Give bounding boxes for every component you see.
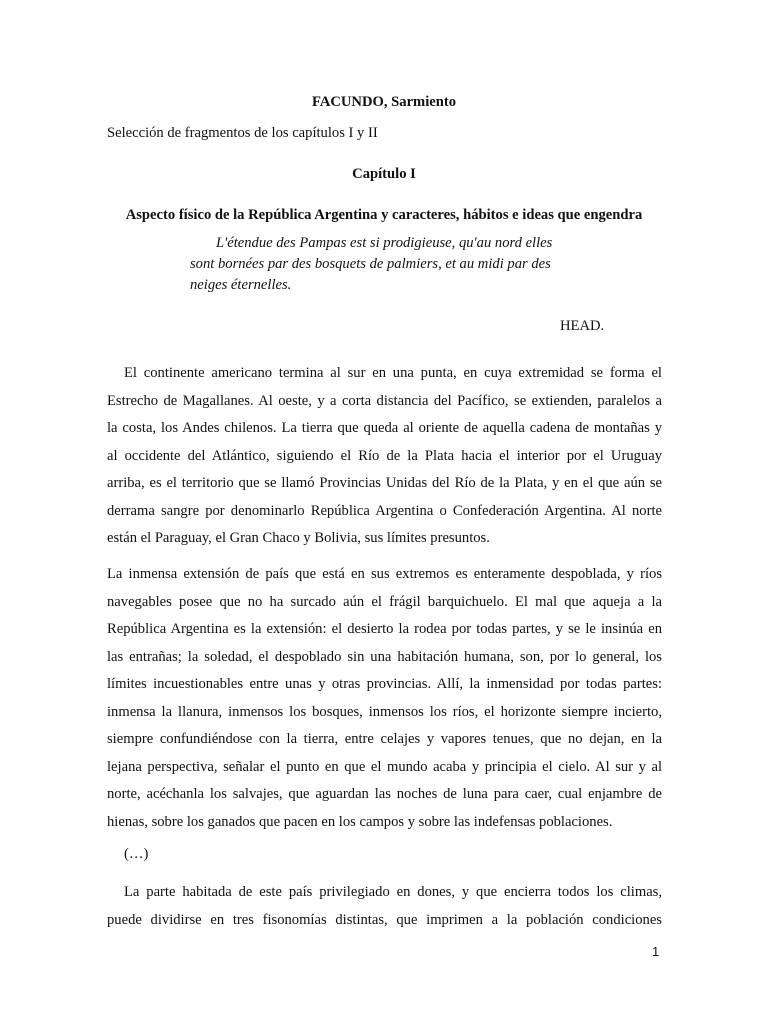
epigraph — [190, 233, 590, 296]
paragraph-line: inmensa la llanura, inmensos los bosques, inmensos los ríos, el horizonte siempre incierto, — [107, 703, 662, 720]
selection-note: Selección de fragmentos de los capítulos I y II — [107, 125, 378, 141]
paragraph-line: las entrañas; la soledad, el despoblado sin una habitación humana, son, por lo general, los — [107, 648, 662, 665]
document-title: FACUNDO, Sarmiento — [311, 94, 457, 110]
paragraph-line: norte, acéchanla los salvajes, que aguardan las noches de luna para caer, cual enjambre de — [107, 786, 662, 802]
paragraph-3 — [107, 879, 662, 934]
paragraph-line: puede dividirse en tres fisonomías distintas, que imprimen a la población condiciones — [107, 911, 662, 928]
paragraph-line: hienas, sobre los ganados que pacen en los campos y sobre las indefensas poblaciones. — [107, 813, 613, 830]
epigraph-author: HEAD. — [560, 318, 605, 334]
page-number: 1 — [652, 944, 660, 959]
epigraph-line: sont bornées par des bosquets de palmiers, et au midi par des — [190, 256, 551, 272]
paragraph-line: arriba, es el territorio que se llamó Provincias Unidas del Río de la Plata, y en el que aún se — [107, 475, 662, 491]
paragraph-line: al occidente del Atlántico, siguiendo el Río de la Plata hacia el interior por el Uruguay — [107, 447, 662, 464]
paragraph-line: límites incuestionables entre unas y otras provincias. Allí, la inmensidad por todas partes: — [107, 676, 662, 692]
paragraph-line: El continente americano termina al sur en una punta, en cuya extremidad se forma el — [124, 365, 662, 381]
paragraph-line: navegables posee que no ha surcado aún el frágil barquichuelo. El mal que aqueja a la — [107, 593, 662, 610]
paragraph-1 — [107, 360, 662, 553]
epigraph-line: L'étendue des Pampas est si prodigieuse, qu'au nord elles — [216, 235, 553, 251]
epigraph-line: neiges éternelles. — [190, 277, 292, 293]
paragraph-line: República Argentina es la extensión: el desierto la rodea por todas partes, y se le insinúa en — [107, 621, 662, 637]
paragraph-line: Estrecho de Magallanes. Al oeste, y a corta distancia del Pacífico, se extienden, paralelos a — [107, 392, 662, 409]
paragraph-line: derrama sangre por denominarlo República Argentina o Confederación Argentina. Al norte — [107, 502, 662, 519]
paragraph-line: están el Paraguay, el Gran Chaco y Bolivia, sus límites presuntos. — [107, 530, 490, 546]
paragraph-line: La inmensa extensión de país que está en sus extremos es enteramente despoblada, y ríos — [107, 566, 662, 582]
omission-marker: (…) — [124, 846, 149, 862]
paragraph-line: La parte habitada de este país privilegiado en dones, y que encierra todos los climas, — [124, 884, 662, 900]
chapter-subtitle: Aspecto físico de la República Argentina y caracteres, hábitos e ideas que engendra — [125, 207, 643, 223]
paragraph-2 — [107, 561, 662, 836]
chapter-heading: Capítulo I — [352, 166, 416, 182]
paragraph-line: lejana perspectiva, señalar el punto en que el mundo acaba y principia el cielo. Al sur y al — [107, 758, 662, 775]
paragraph-line: siempre confundiéndose con la tierra, entre celajes y vapores tenues, que no dejan, en la — [107, 731, 662, 747]
paragraph-line: la costa, los Andes chilenos. La tierra que queda al oriente de aquella cadena de montañas y — [107, 420, 662, 436]
